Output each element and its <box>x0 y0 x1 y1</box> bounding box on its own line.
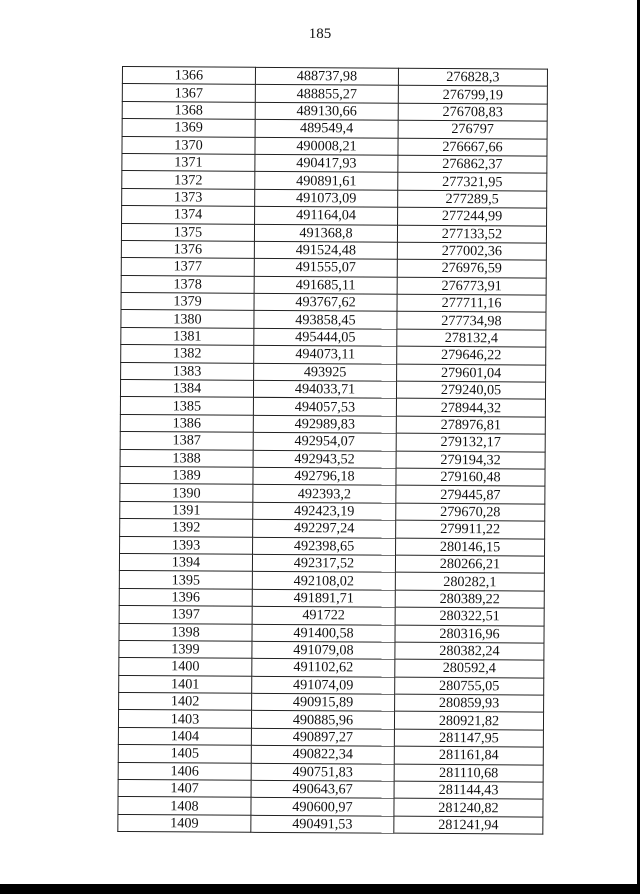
y-coordinate-cell: 279911,22 <box>396 520 545 538</box>
y-coordinate-cell: 280316,96 <box>395 625 544 643</box>
y-coordinate-cell: 279445,87 <box>396 486 545 504</box>
point-number-cell: 1400 <box>119 658 252 676</box>
point-number-cell: 1402 <box>119 693 252 711</box>
table-row <box>121 293 546 313</box>
point-number-cell: 1394 <box>119 553 252 571</box>
x-coordinate-cell: 491164,04 <box>255 206 398 224</box>
y-coordinate-cell: 276773,91 <box>397 277 546 295</box>
y-coordinate-cell: 280146,15 <box>396 538 545 556</box>
point-number-cell: 1375 <box>121 223 254 241</box>
y-coordinate-cell: 277711,16 <box>397 294 546 312</box>
point-number-cell: 1386 <box>120 414 253 432</box>
y-coordinate-cell: 276828,3 <box>398 68 547 86</box>
y-coordinate-cell: 276799,19 <box>398 86 547 104</box>
x-coordinate-cell: 491074,09 <box>252 676 395 694</box>
table-row <box>122 153 547 173</box>
table-row <box>122 101 547 121</box>
x-coordinate-cell: 489549,4 <box>255 119 398 137</box>
y-coordinate-cell: 280755,05 <box>395 677 544 695</box>
x-coordinate-cell: 492297,24 <box>253 519 396 537</box>
table-row <box>121 275 546 295</box>
point-number-cell: 1406 <box>118 762 251 780</box>
x-coordinate-cell: 488855,27 <box>255 85 398 103</box>
table-row <box>118 762 543 782</box>
point-number-cell: 1392 <box>120 519 253 537</box>
point-number-cell: 1396 <box>119 588 252 606</box>
table-row <box>122 171 547 191</box>
y-coordinate-cell: 277734,98 <box>397 312 546 330</box>
table-row <box>118 814 543 834</box>
point-number-cell: 1389 <box>120 466 253 484</box>
point-number-cell: 1388 <box>120 449 253 467</box>
y-coordinate-cell: 281110,68 <box>394 764 543 782</box>
y-coordinate-cell: 276667,66 <box>398 138 547 156</box>
point-number-cell: 1391 <box>120 501 253 519</box>
table-row <box>118 780 543 800</box>
x-coordinate-cell: 490915,89 <box>252 693 395 711</box>
point-number-cell: 1374 <box>122 206 255 224</box>
x-coordinate-cell: 490643,67 <box>251 780 394 798</box>
table-row <box>122 67 547 87</box>
table-row <box>119 658 544 678</box>
y-coordinate-cell: 278976,81 <box>396 416 545 434</box>
point-number-cell: 1370 <box>122 136 255 154</box>
x-coordinate-cell: 490491,53 <box>251 815 394 833</box>
y-coordinate-cell: 276797 <box>398 120 547 138</box>
x-coordinate-cell: 492989,83 <box>253 415 396 433</box>
point-number-cell: 1369 <box>122 119 255 137</box>
x-coordinate-cell: 492943,52 <box>253 450 396 468</box>
y-coordinate-cell: 279601,04 <box>397 364 546 382</box>
point-number-cell: 1387 <box>120 432 253 450</box>
table-row <box>120 536 545 556</box>
y-coordinate-cell: 276862,37 <box>398 155 547 173</box>
table-row <box>121 240 546 260</box>
x-coordinate-cell: 490891,61 <box>255 172 398 190</box>
point-number-cell: 1373 <box>122 188 255 206</box>
table-row <box>121 223 546 243</box>
y-coordinate-cell: 280921,82 <box>394 712 543 730</box>
x-coordinate-cell: 491685,11 <box>254 276 397 294</box>
point-number-cell: 1385 <box>120 397 253 415</box>
y-coordinate-cell: 281147,95 <box>394 729 543 747</box>
point-number-cell: 1378 <box>121 275 254 293</box>
table-row <box>120 397 545 417</box>
point-number-cell: 1393 <box>120 536 253 554</box>
y-coordinate-cell: 281161,84 <box>394 746 543 764</box>
point-number-cell: 1372 <box>122 171 255 189</box>
point-number-cell: 1379 <box>121 293 254 311</box>
table-row <box>120 449 545 469</box>
table-row <box>122 188 547 208</box>
x-coordinate-cell: 492423,19 <box>253 502 396 520</box>
y-coordinate-cell: 278132,4 <box>397 329 546 347</box>
x-coordinate-cell: 493858,45 <box>254 311 397 329</box>
x-coordinate-cell: 490885,96 <box>251 711 394 729</box>
y-coordinate-cell: 281241,94 <box>394 816 543 834</box>
y-coordinate-cell: 280859,93 <box>395 694 544 712</box>
x-coordinate-cell: 491368,8 <box>254 224 397 242</box>
y-coordinate-cell: 279132,17 <box>396 433 545 451</box>
table-row <box>122 84 547 104</box>
x-coordinate-cell: 490897,27 <box>251 728 394 746</box>
point-number-cell: 1399 <box>119 640 252 658</box>
table-row <box>119 606 544 626</box>
y-coordinate-cell: 280322,51 <box>395 607 544 625</box>
y-coordinate-cell: 277244,99 <box>398 207 547 225</box>
point-number-cell: 1376 <box>121 240 254 258</box>
y-coordinate-cell: 280266,21 <box>395 555 544 573</box>
point-number-cell: 1371 <box>122 153 255 171</box>
table-row <box>121 345 546 365</box>
x-coordinate-cell: 492108,02 <box>252 572 395 590</box>
point-number-cell: 1407 <box>118 780 251 798</box>
y-coordinate-cell: 280389,22 <box>395 590 544 608</box>
y-coordinate-cell: 279646,22 <box>397 346 546 364</box>
coordinates-table-body <box>118 67 548 835</box>
y-coordinate-cell: 280592,4 <box>395 659 544 677</box>
y-coordinate-cell: 277002,36 <box>397 242 546 260</box>
table-row <box>122 119 547 139</box>
table-row <box>121 327 546 347</box>
table-row <box>118 710 543 730</box>
y-coordinate-cell: 281144,43 <box>394 781 543 799</box>
y-coordinate-cell: 279160,48 <box>396 468 545 486</box>
x-coordinate-cell: 492317,52 <box>252 554 395 572</box>
y-coordinate-cell: 281240,82 <box>394 799 543 817</box>
table-row <box>120 501 545 521</box>
y-coordinate-cell: 276708,83 <box>398 103 547 121</box>
y-coordinate-cell: 278944,32 <box>396 399 545 417</box>
table-row <box>120 414 545 434</box>
table-row <box>120 484 545 504</box>
x-coordinate-cell: 495444,05 <box>254 328 397 346</box>
x-coordinate-cell: 490008,21 <box>255 137 398 155</box>
table-row <box>122 206 547 226</box>
point-number-cell: 1368 <box>122 101 255 119</box>
table-row <box>119 640 544 660</box>
point-number-cell: 1397 <box>119 606 252 624</box>
point-number-cell: 1382 <box>121 345 254 363</box>
table-row <box>121 310 546 330</box>
table-row <box>119 571 544 591</box>
point-number-cell: 1383 <box>121 362 254 380</box>
y-coordinate-cell: 280282,1 <box>395 573 544 591</box>
x-coordinate-cell: 491400,58 <box>252 624 395 642</box>
x-coordinate-cell: 492398,65 <box>253 537 396 555</box>
table-row <box>120 432 545 452</box>
point-number-cell: 1404 <box>118 727 251 745</box>
x-coordinate-cell: 491102,62 <box>252 659 395 677</box>
point-number-cell: 1381 <box>121 327 254 345</box>
table-row <box>121 362 546 382</box>
x-coordinate-cell: 490751,83 <box>251 763 394 781</box>
point-number-cell: 1380 <box>121 310 254 328</box>
table-row <box>118 745 543 765</box>
y-coordinate-cell: 280382,24 <box>395 642 544 660</box>
coordinates-table <box>117 66 548 835</box>
y-coordinate-cell: 277133,52 <box>397 225 546 243</box>
point-number-cell: 1401 <box>119 675 252 693</box>
table-row <box>119 553 544 573</box>
x-coordinate-cell: 494033,71 <box>253 380 396 398</box>
y-coordinate-cell: 279194,32 <box>396 451 545 469</box>
point-number-cell: 1395 <box>119 571 252 589</box>
table-row <box>119 623 544 643</box>
scan-edge-bottom <box>0 884 640 894</box>
y-coordinate-cell: 277289,5 <box>398 190 547 208</box>
point-number-cell: 1409 <box>118 814 251 832</box>
x-coordinate-cell: 492954,07 <box>253 433 396 451</box>
point-number-cell: 1366 <box>122 67 255 85</box>
x-coordinate-cell: 493767,62 <box>254 293 397 311</box>
x-coordinate-cell: 490822,34 <box>251 746 394 764</box>
point-number-cell: 1367 <box>122 84 255 102</box>
point-number-cell: 1398 <box>119 623 252 641</box>
table-row <box>118 727 543 747</box>
y-coordinate-cell: 279240,05 <box>396 381 545 399</box>
x-coordinate-cell: 491891,71 <box>252 589 395 607</box>
x-coordinate-cell: 494057,53 <box>253 398 396 416</box>
point-number-cell: 1408 <box>118 797 251 815</box>
y-coordinate-cell: 279670,28 <box>396 503 545 521</box>
page-number: 185 <box>308 26 332 42</box>
point-number-cell: 1390 <box>120 484 253 502</box>
y-coordinate-cell: 277321,95 <box>398 173 547 191</box>
x-coordinate-cell: 490417,93 <box>255 154 398 172</box>
point-number-cell: 1377 <box>121 258 254 276</box>
table-row <box>120 519 545 539</box>
point-number-cell: 1405 <box>118 745 251 763</box>
x-coordinate-cell: 488737,98 <box>255 67 398 85</box>
x-coordinate-cell: 492796,18 <box>253 467 396 485</box>
x-coordinate-cell: 490600,97 <box>251 798 394 816</box>
x-coordinate-cell: 492393,2 <box>253 485 396 503</box>
x-coordinate-cell: 491079,08 <box>252 641 395 659</box>
table-row <box>119 675 544 695</box>
table-row <box>122 136 547 156</box>
table-row <box>119 693 544 713</box>
y-coordinate-cell: 276976,59 <box>397 259 546 277</box>
table-row <box>121 258 546 278</box>
table-row <box>119 588 544 608</box>
x-coordinate-cell: 494073,11 <box>254 346 397 364</box>
x-coordinate-cell: 491722 <box>252 606 395 624</box>
table-row <box>120 380 545 400</box>
x-coordinate-cell: 491524,48 <box>254 241 397 259</box>
point-number-cell: 1384 <box>120 380 253 398</box>
x-coordinate-cell: 491073,09 <box>255 189 398 207</box>
table-row <box>118 797 543 817</box>
x-coordinate-cell: 491555,07 <box>254 259 397 277</box>
x-coordinate-cell: 493925 <box>254 363 397 381</box>
table-row <box>120 466 545 486</box>
x-coordinate-cell: 489130,66 <box>255 102 398 120</box>
point-number-cell: 1403 <box>118 710 251 728</box>
